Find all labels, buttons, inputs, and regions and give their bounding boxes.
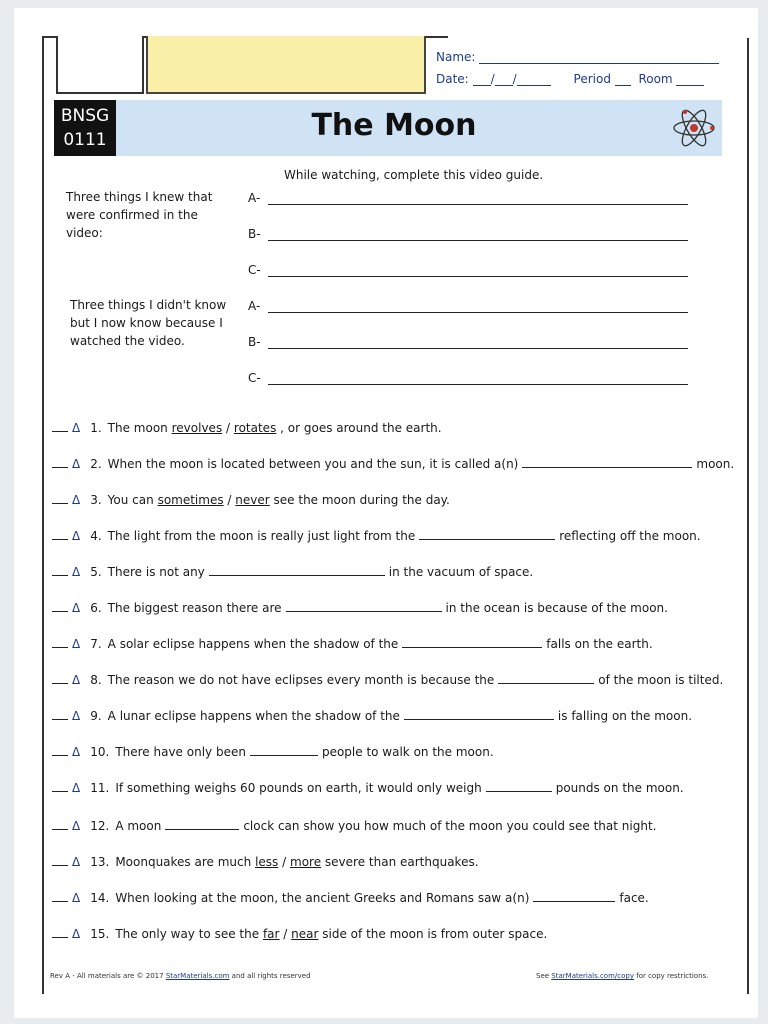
- score-blank[interactable]: [52, 708, 68, 720]
- footer-copyright: [50, 972, 311, 980]
- question-text: Moonquakes are much: [115, 855, 252, 869]
- code-badge: [54, 100, 116, 156]
- group2-answer-a[interactable]: [248, 299, 688, 315]
- footer-text: and all rights reserved: [231, 972, 311, 980]
- room-label: Room: [638, 72, 673, 86]
- answer-letter: C-: [248, 263, 261, 277]
- question-text: A lunar eclipse happens when the shadow of the: [107, 709, 400, 723]
- date-sep: /: [512, 72, 517, 86]
- answer-line[interactable]: [268, 384, 688, 385]
- question-text: The biggest reason there are: [107, 601, 282, 615]
- group1-label: Three things I knew that were confirmed in the video:: [66, 190, 213, 240]
- question-text: There have only been: [115, 745, 246, 759]
- page-title: The Moon: [311, 108, 477, 143]
- option-sep: /: [227, 493, 232, 507]
- question-number: 3.: [90, 493, 102, 507]
- question-text: The only way to see the: [115, 927, 260, 941]
- option-1[interactable]: revolves: [171, 421, 223, 435]
- footer-text: for copy restrictions.: [636, 972, 709, 980]
- question-text: moon.: [696, 457, 735, 471]
- score-blank[interactable]: [52, 564, 68, 576]
- triangle-icon: Δ: [72, 709, 81, 723]
- question-text: reflecting off the moon.: [559, 529, 701, 543]
- option-2[interactable]: near: [291, 927, 319, 941]
- option-1[interactable]: sometimes: [157, 493, 224, 507]
- date-period-room-row: [436, 72, 704, 86]
- question-12: [52, 818, 742, 833]
- score-blank[interactable]: [52, 672, 68, 684]
- question-text: pounds on the moon.: [555, 781, 684, 795]
- triangle-icon: Δ: [72, 927, 81, 941]
- triangle-icon: Δ: [72, 673, 81, 687]
- answer-blank[interactable]: [209, 564, 385, 576]
- group2-label: Three things I didn't know but I now know because I watched the video.: [70, 298, 227, 348]
- answer-blank[interactable]: [165, 818, 239, 830]
- score-blank[interactable]: [52, 528, 68, 540]
- answer-blank[interactable]: [419, 528, 555, 540]
- question-number: 15.: [90, 927, 110, 941]
- question-text: You can: [107, 493, 154, 507]
- group1-answer-b[interactable]: [248, 227, 688, 243]
- question-text: clock can show you how much of the moon you could see that night.: [243, 819, 657, 833]
- triangle-icon: Δ: [72, 529, 81, 543]
- date-label: Date:: [436, 72, 469, 86]
- answer-line[interactable]: [268, 204, 688, 205]
- worksheet-page: [14, 8, 758, 1018]
- answer-letter: B-: [248, 335, 261, 349]
- triangle-icon: Δ: [72, 565, 81, 579]
- triangle-icon: Δ: [72, 855, 81, 869]
- date-day-line[interactable]: [495, 73, 513, 86]
- score-blank[interactable]: [52, 780, 68, 792]
- option-sep: /: [283, 927, 288, 941]
- answer-line[interactable]: [268, 276, 688, 277]
- question-number: 2.: [90, 457, 102, 471]
- question-1: [52, 420, 742, 435]
- question-text: face.: [619, 891, 649, 905]
- question-text: in the ocean is because of the moon.: [445, 601, 668, 615]
- question-text: severe than earthquakes.: [324, 855, 479, 869]
- score-blank[interactable]: [52, 492, 68, 504]
- option-2[interactable]: never: [235, 493, 270, 507]
- score-blank[interactable]: [52, 600, 68, 612]
- answer-blank[interactable]: [486, 780, 552, 792]
- answer-line[interactable]: [268, 240, 688, 241]
- question-11: [52, 780, 742, 795]
- answer-letter: B-: [248, 227, 261, 241]
- question-text: in the vacuum of space.: [388, 565, 534, 579]
- question-number: 14.: [90, 891, 110, 905]
- group1-answer-a[interactable]: [248, 191, 688, 207]
- question-number: 12.: [90, 819, 110, 833]
- name-field[interactable]: [436, 50, 719, 64]
- question-15: [52, 926, 742, 941]
- question-14: [52, 890, 742, 905]
- answer-letter: A-: [248, 299, 261, 313]
- right-border: [747, 38, 749, 994]
- option-sep: /: [226, 421, 231, 435]
- footer-link[interactable]: StarMaterials.com: [165, 972, 230, 980]
- question-2: [52, 456, 742, 471]
- atom-icon: [672, 106, 716, 150]
- question-text: side of the moon is from outer space.: [322, 927, 548, 941]
- question-text: see the moon during the day.: [273, 493, 450, 507]
- question-number: 4.: [90, 529, 102, 543]
- question-number: 6.: [90, 601, 102, 615]
- question-text: The moon: [107, 421, 168, 435]
- question-13: [52, 854, 742, 869]
- question-9: [52, 708, 742, 723]
- score-blank[interactable]: [52, 818, 68, 830]
- question-text: , or goes around the earth.: [280, 421, 442, 435]
- question-text: When looking at the moon, the ancient Greeks and Romans saw a(n): [115, 891, 530, 905]
- answer-blank[interactable]: [498, 672, 594, 684]
- question-5: [52, 564, 742, 579]
- answer-blank[interactable]: [533, 890, 615, 902]
- option-1[interactable]: far: [262, 927, 280, 941]
- period-line[interactable]: [615, 73, 631, 86]
- question-number: 9.: [90, 709, 102, 723]
- answer-blank[interactable]: [250, 744, 318, 756]
- question-number: 5.: [90, 565, 102, 579]
- footer-text: See: [536, 972, 550, 980]
- question-6: [52, 600, 742, 615]
- code-line1: BNSG: [60, 106, 110, 126]
- group2-answer-b[interactable]: [248, 335, 688, 351]
- answer-blank[interactable]: [522, 456, 692, 468]
- question-text: of the moon is tilted.: [598, 673, 724, 687]
- answer-blank[interactable]: [286, 600, 442, 612]
- answer-letter: C-: [248, 371, 261, 385]
- header-blank-box: [56, 36, 144, 94]
- score-blank[interactable]: [52, 854, 68, 866]
- score-blank[interactable]: [52, 744, 68, 756]
- date-year-line[interactable]: [517, 73, 551, 86]
- question-10: [52, 744, 742, 759]
- footer-copy-note: [536, 972, 708, 980]
- answer-blank[interactable]: [404, 708, 554, 720]
- name-line[interactable]: [479, 51, 719, 64]
- triangle-icon: Δ: [72, 891, 81, 905]
- footer-link[interactable]: StarMaterials.com/copy: [551, 972, 634, 980]
- option-sep: /: [282, 855, 287, 869]
- question-text: A solar eclipse happens when the shadow of the: [107, 637, 399, 651]
- question-number: 8.: [90, 673, 102, 687]
- triangle-icon: Δ: [72, 601, 81, 615]
- score-blank[interactable]: [52, 926, 68, 938]
- answer-letter: A-: [248, 191, 261, 205]
- triangle-icon: Δ: [72, 781, 81, 795]
- question-8: [52, 672, 742, 687]
- date-month-line[interactable]: [473, 73, 491, 86]
- score-blank[interactable]: [52, 420, 68, 432]
- name-label: Name:: [436, 50, 476, 64]
- room-line[interactable]: [676, 73, 704, 86]
- code-line2: 0111: [63, 130, 107, 150]
- instructions: While watching, complete this video guide.: [284, 168, 544, 182]
- question-text: When the moon is located between you and the sun, it is called a(n): [107, 457, 519, 471]
- score-blank[interactable]: [52, 890, 68, 902]
- score-blank[interactable]: [52, 636, 68, 648]
- question-text: The reason we do not have eclipses every month is because the: [107, 673, 495, 687]
- option-2[interactable]: rotates: [233, 421, 277, 435]
- group2-answer-c[interactable]: [248, 371, 688, 387]
- triangle-icon: Δ: [72, 637, 81, 651]
- question-text: The light from the moon is really just light from the: [107, 529, 416, 543]
- triangle-icon: Δ: [72, 421, 81, 435]
- question-text: is falling on the moon.: [557, 709, 693, 723]
- question-text: If something weighs 60 pounds on earth, it would only weigh: [115, 781, 482, 795]
- date-sep: /: [490, 72, 495, 86]
- question-number: 10.: [90, 745, 110, 759]
- question-text: There is not any: [107, 565, 205, 579]
- period-label: Period: [573, 72, 611, 86]
- group1-answer-c[interactable]: [248, 263, 688, 279]
- triangle-icon: Δ: [72, 493, 81, 507]
- score-blank[interactable]: [52, 456, 68, 468]
- left-border: [42, 38, 44, 994]
- triangle-icon: Δ: [72, 457, 81, 471]
- footer-text: Rev A - All materials are © 2017: [50, 972, 164, 980]
- question-3: [52, 492, 742, 507]
- option-2[interactable]: more: [290, 855, 322, 869]
- option-1[interactable]: less: [255, 855, 279, 869]
- answer-blank[interactable]: [402, 636, 542, 648]
- question-text: A moon: [115, 819, 162, 833]
- question-7: [52, 636, 742, 651]
- header-yellow-box: [146, 36, 426, 94]
- triangle-icon: Δ: [72, 745, 81, 759]
- answer-line[interactable]: [268, 312, 688, 313]
- question-number: 7.: [90, 637, 102, 651]
- question-number: 1.: [90, 421, 102, 435]
- triangle-icon: Δ: [72, 819, 81, 833]
- question-number: 13.: [90, 855, 110, 869]
- question-4: [52, 528, 742, 543]
- question-text: falls on the earth.: [546, 637, 653, 651]
- question-text: people to walk on the moon.: [321, 745, 494, 759]
- question-number: 11.: [90, 781, 110, 795]
- answer-line[interactable]: [268, 348, 688, 349]
